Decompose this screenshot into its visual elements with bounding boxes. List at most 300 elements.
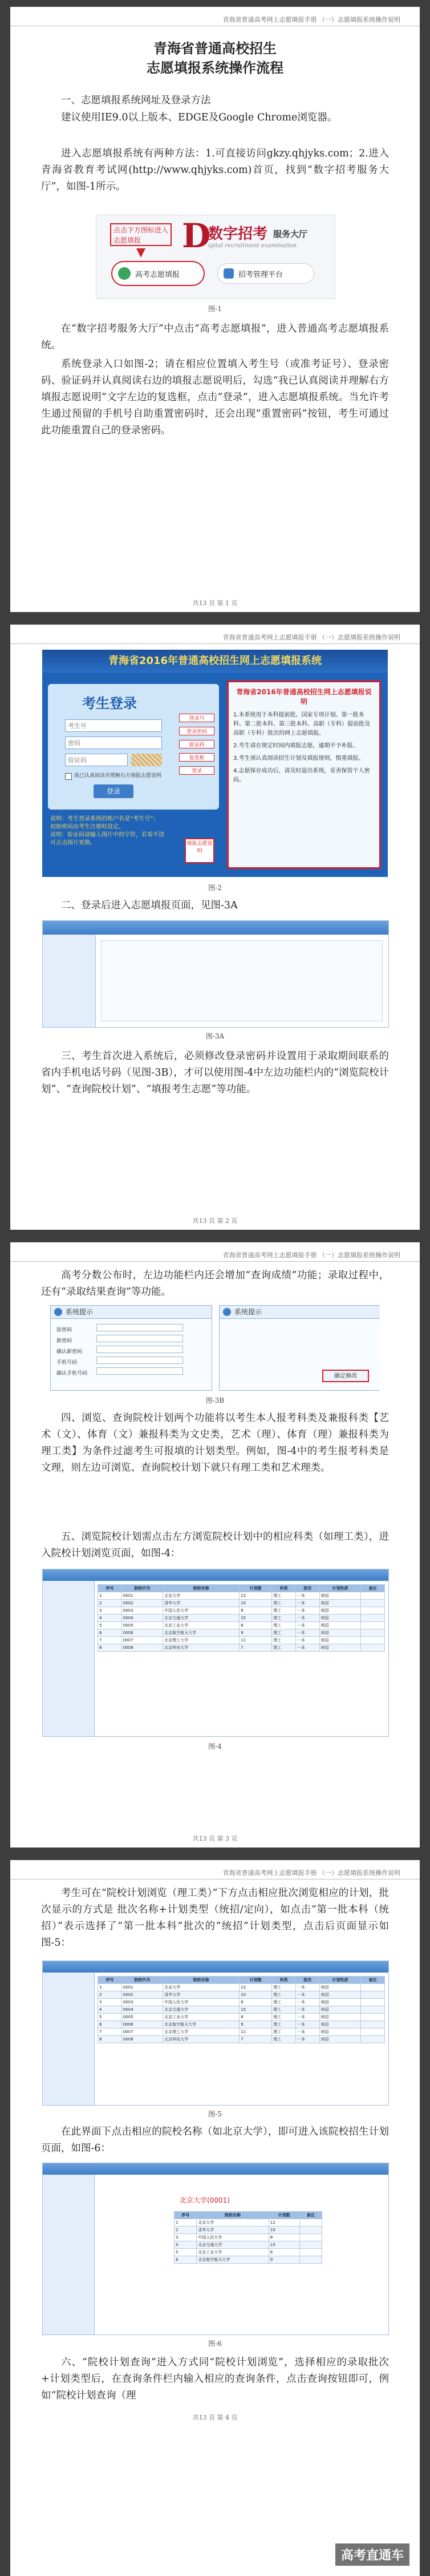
table-cell: 0006 [121,2021,163,2028]
col-header: 计划数 [269,2212,299,2219]
dialog-system-tip [219,1305,380,1391]
table-cell: 0002 [121,1600,163,1607]
table-cell: 7 [240,1644,272,1652]
col-header: 序号 [98,1585,122,1592]
table-row[interactable] [98,1592,385,1600]
agree-checkbox[interactable] [65,773,72,780]
login-title: 考生登录 [82,695,137,711]
captcha-field[interactable]: 验证码 [65,754,128,766]
table-cell: 理工 [272,1984,296,1991]
table-cell: 中国人民大学 [163,1607,240,1615]
gaokao-volunteer-label: 高考志愿填报 [135,271,180,279]
side-label-list [179,714,214,775]
dialog-change-password [50,1305,212,1391]
table-cell [361,1615,385,1622]
table-row[interactable] [98,1622,385,1629]
gaokao-volunteer-button[interactable] [111,261,205,286]
table-cell: 7 [240,2036,272,2043]
page-header: 青海省普通高考网上志愿填报手册 （一）志愿填报系统操作说明 [10,633,420,644]
table-cell: 15 [240,1615,272,1622]
table-cell: 0003 [121,1607,163,1615]
school-plan-table [174,2211,322,2264]
table-cell: 理工 [272,1999,296,2006]
page-header: 青海省普通高考网上志愿填报手册 （一）志愿填报系统操作说明 [10,15,420,26]
table-cell [361,1600,385,1607]
table-cell: 清华大学 [163,1991,240,1999]
table-cell: 3 [98,1999,122,2006]
table-cell: 北京航空航天大学 [163,1629,240,1637]
table-cell: 9 [240,2021,272,2028]
col-header: 批次 [296,1585,320,1592]
school-click-paragraph: 在此界面下点击相应的院校名称（如北京大学），即可进入该院校招生计划页面，如图-6： [41,2126,389,2154]
plan-table-body [98,1592,385,1652]
hall-label: 服务大厅 [273,229,308,239]
col-header: 院校名称 [197,2212,269,2219]
table-cell: 北京大学 [197,2219,269,2227]
notice-panel [227,681,381,869]
table-cell: 6 [98,2021,122,2028]
table-cell: 一本 [296,1615,320,1622]
field-label: 确认新密码 [56,1349,83,1355]
left-nav [43,2175,95,2334]
table-row[interactable] [98,1615,385,1622]
table-cell: 6 [98,1629,122,1637]
figure-1-caption: 图-1 [208,305,222,313]
table-cell: 7 [98,2028,122,2036]
table-cell: 北京航空航天大学 [197,2256,269,2264]
table-cell: 中国人民大学 [163,1999,240,2006]
table-row[interactable] [98,2028,385,2036]
left-nav [43,1581,95,1736]
table-cell: 统招 [319,2036,360,2043]
table-cell: 一本 [296,1600,320,1607]
document-page-1 [10,7,420,612]
table-cell: 10 [269,2227,299,2234]
table-cell: 北京大学 [163,1592,240,1600]
side-label: 登录号 [179,714,214,722]
step-4-paragraph: 四、浏览、查询院校计划两个功能将以考生本人报考科类及兼报科类【艺术（文）、体育（文）兼报科类为文史类，艺术（理）、体育（理）兼报科类为理工类】为条件过滤考生可报填的计划类型。例如，图-4中的考生报考科类是文理，则左边可浏览、查询院校计划下就只有理工类和艺术理类。 [41,1412,389,1474]
table-cell: 0003 [121,1999,163,2006]
watermark-logo: 高考直通车 [335,2543,409,2566]
step-6-paragraph: 六、“院校计划查询”进入方式同“院校计划浏览”，选择相应的录取批次+计划类型后，在查询条件栏内输入相应的查询条件，点击查询按钮即可，例如“院校计划查询（理 [41,2357,389,2401]
agree-label: 我已认真阅读并理解右方填报志愿说明 [74,773,162,779]
page-footer: 共13 页 第 2 页 [192,1217,238,1225]
table-cell: 12 [240,1592,272,1600]
col-header: 计划性质 [319,1977,360,1984]
table-cell: 一本 [296,1984,320,1991]
table-cell: 8 [98,2036,122,2043]
login-button[interactable]: 登录 [94,784,133,798]
table-cell: 2 [175,2227,197,2234]
table-row[interactable] [98,1607,385,1615]
table-row[interactable] [175,2241,322,2249]
field-label: 原密码 [56,1327,72,1333]
table-cell: 15 [269,2241,299,2249]
figure-1-service-hall [96,215,335,299]
table-cell: 北京理工大学 [163,1637,240,1644]
doc-title-line1: 青海省普通高校招生 [153,41,277,57]
table-cell: 统招 [319,1600,360,1607]
table-cell: 8 [98,1644,122,1652]
candidate-id-field[interactable]: 考生号 [65,719,162,732]
table-cell [361,1999,385,2006]
table-cell: 6 [240,2014,272,2021]
dialog-title-text: 系统提示 [234,1308,262,1316]
table-cell: 理工 [272,2036,296,2043]
table-cell: 清华大学 [197,2227,269,2234]
table-cell: 0007 [121,2028,163,2036]
hint-box: 点击下方图标进入志愿填报 [110,223,172,246]
exam-management-label: 招考管理平台 [238,271,283,279]
table-cell: 统招 [319,1644,360,1652]
confirm-modify-button[interactable]: 确定修改 [322,1370,369,1382]
col-header: 批次 [296,1977,320,1984]
table-cell: 一本 [296,1592,320,1600]
table-cell: 理工 [272,1644,296,1652]
table-cell: 理工 [272,2021,296,2028]
figure-3b-caption: 图-3B [205,1396,225,1404]
score-query-paragraph: 高考分数公布时，左边功能栏内还会增加“查询成绩”功能；录取过程中，还有“录取结果查询”等功能。 [41,1270,389,1298]
left-nav [43,1973,95,2105]
table-cell [361,2021,385,2028]
dialog-title [220,1306,380,1319]
figure-2-login-screen [42,650,388,877]
table-cell: 一本 [296,1607,320,1615]
table-cell: 0007 [121,1637,163,1644]
step-2-paragraph: 二、登录后进入志愿填报页面，见图-3A [61,900,238,911]
table-cell [361,2006,385,2014]
table-cell: 0005 [121,2014,163,2021]
table-cell: 4 [98,1615,122,1622]
table-row[interactable] [98,2006,385,2014]
table-cell: 0006 [121,1629,163,1637]
table-cell [361,2028,385,2036]
figure-5-caption: 图-5 [208,2110,222,2118]
step-3-paragraph: 三、考生首次进入系统后，必须修改登录密码并设置用于录取期间联系的省内手机电话号码（见图-3B），才可以使用图-4中左边功能栏内的“浏览院校计划”、“查询院校计划”、“填报考生志愿”等功能。 [41,1050,389,1095]
table-cell: 理工 [272,1629,296,1637]
table-cell: 理工 [272,1637,296,1644]
document-page-2 [10,625,420,1230]
table-row[interactable] [98,1600,385,1607]
app-banner [43,1569,388,1581]
field-label: 手机号码 [56,1360,78,1366]
col-header: 序号 [175,2212,197,2219]
app-banner [43,921,388,935]
table-cell: 统招 [319,1991,360,1999]
col-header: 院校名称 [163,1977,240,1984]
table-cell: 统招 [319,2028,360,2036]
table-cell: 12 [269,2219,299,2227]
table-cell: 0004 [121,1615,163,1622]
password-field[interactable]: 密码 [65,736,162,749]
table-cell: 北京交通大学 [163,2006,240,2014]
table-row[interactable] [98,2036,385,2043]
plan-table [98,1584,385,1652]
table-cell: 4 [175,2241,197,2249]
table-cell [299,2234,322,2241]
confirm-phone-input[interactable] [96,1367,183,1375]
exam-management-button[interactable] [217,263,314,284]
table-row[interactable] [98,2014,385,2021]
dialog-form [51,1319,212,1382]
col-header: 备注 [361,1977,385,1984]
table-cell: 统招 [319,1615,360,1622]
notice-line: 3.考生须认真阅读招生计划及填报规则，慎重填报。 [233,755,364,762]
table-cell: 理工 [272,2028,296,2036]
table-cell: 2 [98,1991,122,1999]
step-5-paragraph: 五、浏览院校计划需点击左方浏览院校计划中的相应科类（如理工类），进入院校计划浏览页面，如图-4： [41,1531,389,1559]
col-header: 院校名称 [163,1585,240,1592]
table-cell: 北京科技大学 [163,1644,240,1652]
login-note: 说明：考生登录系统的账户名是“考生号”；初始密码由考生注册时设定。 说明：验证码请输入图片中的字符，若看不清可点击图片更换。 [50,816,164,846]
table-row[interactable] [175,2249,322,2256]
table-cell: 一本 [296,1991,320,1999]
side-label: 登录 [179,766,214,775]
table-cell: 一本 [296,2014,320,2021]
figure-4-caption: 图-4 [208,1742,222,1750]
table-cell [299,2256,322,2264]
table-cell: 理工 [272,2006,296,2014]
table-cell: 一本 [296,1622,320,1629]
table-cell [361,1637,385,1644]
figure-3a-caption: 图-3A [205,1032,225,1040]
table-cell [361,2014,385,2021]
table-cell [299,2241,322,2249]
table-cell: 10 [240,1991,272,1999]
table-cell: 统招 [319,2021,360,2028]
table-row[interactable] [98,1629,385,1637]
table-cell: 6 [269,2249,299,2256]
info-icon [223,1308,231,1316]
table-cell [361,1629,385,1637]
col-header: 计划数 [240,1585,272,1592]
table-cell: 理工 [272,1607,296,1615]
table-cell: 一本 [296,1637,320,1644]
table-cell: 理工 [272,1600,296,1607]
table-row[interactable] [175,2227,322,2234]
page-header: 青海省普通高考网上志愿填报手册 （一）志愿填报系统操作说明 [10,1250,420,1262]
app-banner [43,1961,388,1973]
table-cell: 统招 [319,1637,360,1644]
table-row[interactable] [98,2021,385,2028]
dialog-title [51,1306,212,1319]
field-label: 新密码 [56,1338,72,1344]
left-nav [43,935,96,1027]
enter-system-paragraph: 在“数字招考服务大厅”中点击“高考志愿填报”，进入普通高考志愿填报系统。 [41,323,389,351]
notice-line: 1.本系统用于本科提前批、国家专项计划、第一批本科、第二批本科、第三批本科、高职（专科）提前批及高职（专科）批次的网上志愿填报。 [233,712,370,736]
table-row[interactable] [175,2234,322,2241]
document-page-3 [10,1242,420,1848]
figure-5-batch-list [42,1961,389,2106]
page-footer: 共13 页 第 1 页 [192,599,238,607]
table-cell: 理工 [272,2014,296,2021]
page-footer: 共13 页 第 3 页 [192,1835,238,1842]
table-cell: 0001 [121,1984,163,1991]
side-label: 验证码 [179,740,214,748]
table-cell: 4 [98,2006,122,2014]
info-icon [54,1308,62,1316]
table-cell: 清华大学 [163,1600,240,1607]
table-cell: 北京科技大学 [163,2036,240,2043]
table-cell: 理工 [272,1991,296,1999]
table-cell: 10 [240,1600,272,1607]
phone-input[interactable] [96,1357,183,1364]
old-password-input[interactable] [96,1324,183,1331]
section1-heading: 一、志愿填报系统网址及登录方法 [61,95,211,106]
col-header: 科类 [272,1585,296,1592]
confirm-password-input[interactable] [96,1346,183,1353]
table-cell [299,2219,322,2227]
table-cell: 北京工业大学 [163,1622,240,1629]
figure-3b-dialogs [50,1305,380,1391]
table-cell: 3 [175,2234,197,2241]
page-footer: 共13 页 第 4 页 [192,2414,238,2421]
browser-requirement: 建议使用IE9.0以上版本、EDGE及Google Chrome浏览器。 [61,112,338,123]
table-cell: 统招 [319,1999,360,2006]
captcha-image[interactable] [131,754,162,766]
batch-table-body [98,1984,385,2043]
table-cell: 理工 [272,1622,296,1629]
table-cell: 统招 [319,2006,360,2014]
new-password-input[interactable] [96,1335,183,1342]
notice-line: 4.志愿保存成功后，请及时退出系统，妥善保管个人密码。 [233,768,370,783]
col-header: 序号 [98,1977,122,1984]
access-methods: 进入志愿填报系统有两种方法：1.可直接访问gkzy.qhjyks.com；2.进入青海省教育考试网(http://www.qhjyks.com)首页，找到“数字招考服务大厅”，如图-1所示。 [41,148,389,192]
figure-3a-main-page [42,920,389,1028]
table-cell [361,1622,385,1629]
app-banner [43,2163,388,2175]
table-cell [361,1984,385,1991]
notice-line: 2.考生请在规定时间内填报志愿，逾期不予补报。 [233,743,359,749]
table-cell [361,1991,385,1999]
table-cell: 7 [98,1637,122,1644]
figure-4-plan-browse [42,1569,389,1737]
figure-2-caption: 图-2 [208,884,222,892]
table-cell: 北京交通大学 [163,1615,240,1622]
table-row[interactable] [98,1991,385,1999]
side-label: 复选框 [179,753,214,762]
table-cell: 统招 [319,1607,360,1615]
table-cell: 15 [240,2006,272,2014]
logo-sub: igital recruitment examination [208,243,297,249]
col-header: 备注 [361,1585,385,1592]
table-cell: 0004 [121,2006,163,2014]
page-header: 青海省普通高考网上志愿填报手册 （一）志愿填报系统操作说明 [10,1868,420,1879]
field-label: 确认手机号码 [56,1371,88,1376]
table-row[interactable] [98,1644,385,1652]
table-cell: 11 [240,1637,272,1644]
table-cell: 一本 [296,2036,320,2043]
table-cell [361,1607,385,1615]
col-header: 计划数 [240,1977,272,1984]
table-cell: 8 [269,2234,299,2241]
table-row[interactable] [175,2256,322,2264]
table-cell: 一本 [296,2028,320,2036]
digital-exam-logo [182,216,324,255]
col-header: 院校代号 [121,1585,163,1592]
table-cell: 0008 [121,2036,163,2043]
table-row[interactable] [175,2219,322,2227]
table-cell: 6 [240,1622,272,1629]
table-row[interactable] [98,1984,385,1991]
table-cell: 统招 [319,2014,360,2021]
table-cell [299,2249,322,2256]
table-cell: 8 [240,1607,272,1615]
doc-title-line2: 志愿填报系统操作流程 [147,60,283,76]
table-cell: 9 [269,2256,299,2264]
table-cell: 5 [175,2249,197,2256]
col-header: 科类 [272,1977,296,1984]
table-cell: 统招 [319,1629,360,1637]
table-row[interactable] [98,1637,385,1644]
arrow-icon [136,248,145,257]
logo-text: 数字招考 [208,226,268,243]
table-cell: 0008 [121,1644,163,1652]
table-row[interactable] [98,1999,385,2006]
table-cell [361,1592,385,1600]
document-page-4 [10,1860,420,2576]
monitor-icon [118,267,131,280]
red-note-box: 填报志愿说明 [185,838,214,863]
col-header: 院校代号 [121,1977,163,1984]
school-name-link[interactable]: 北京大学(0001) [180,2196,230,2204]
table-cell: 一本 [296,1999,320,2006]
table-cell: 12 [240,1984,272,1991]
table-cell: 北京理工大学 [163,2028,240,2036]
table-cell: 1 [98,1984,122,1991]
table-cell: 8 [240,1999,272,2006]
table-cell: 3 [98,1607,122,1615]
grid-icon [224,268,234,279]
table-cell [299,2227,322,2234]
figure-6-caption: 图-6 [208,2340,222,2348]
batch-browse-paragraph: 考生可在“院校计划浏览（理工类）”下方点击相应批次浏览相应的计划，批次显示的方式是 批次名称+计划类型（统招/定向），如点击“第一批本科（统招）”表示选择了“第一批本科”批次的“统招”计划类型，点击后页面显示如图-5： [41,1887,389,1949]
content-area [101,940,383,1021]
table-cell: 理工 [272,1615,296,1622]
login-banner: 青海省2016年普通高校招生网上志愿填报系统 [42,650,388,673]
table-cell [361,2036,385,2043]
table-cell: 理工 [272,1592,296,1600]
table-cell: 统招 [319,1984,360,1991]
dialog-title-text: 系统提示 [66,1308,94,1316]
batch-table [98,1976,385,2043]
table-cell: 0002 [121,1991,163,1999]
col-header: 备注 [299,2212,322,2219]
table-cell: 北京工业大学 [163,2014,240,2021]
table-cell: 一本 [296,1644,320,1652]
col-header: 计划性质 [319,1585,360,1592]
table-cell: 北京航空航天大学 [163,2021,240,2028]
table-cell: 9 [240,1629,272,1637]
table-cell: 一本 [296,2006,320,2014]
logo-letter: D [182,216,211,255]
table-cell: 北京大学 [163,1984,240,1991]
table-cell: 一本 [296,1629,320,1637]
table-cell: 0001 [121,1592,163,1600]
table-cell: 统招 [319,1592,360,1600]
table-cell: 1 [98,1592,122,1600]
table-cell: 统招 [319,1622,360,1629]
table-cell: 一本 [296,2021,320,2028]
table-cell: 0005 [121,1622,163,1629]
table-cell: 5 [98,2014,122,2021]
table-cell: 北京交通大学 [197,2241,269,2249]
table-cell: 1 [175,2219,197,2227]
table-cell: 5 [98,1622,122,1629]
table-cell: 11 [240,2028,272,2036]
table-cell: 6 [175,2256,197,2264]
table-cell: 北京工业大学 [197,2249,269,2256]
